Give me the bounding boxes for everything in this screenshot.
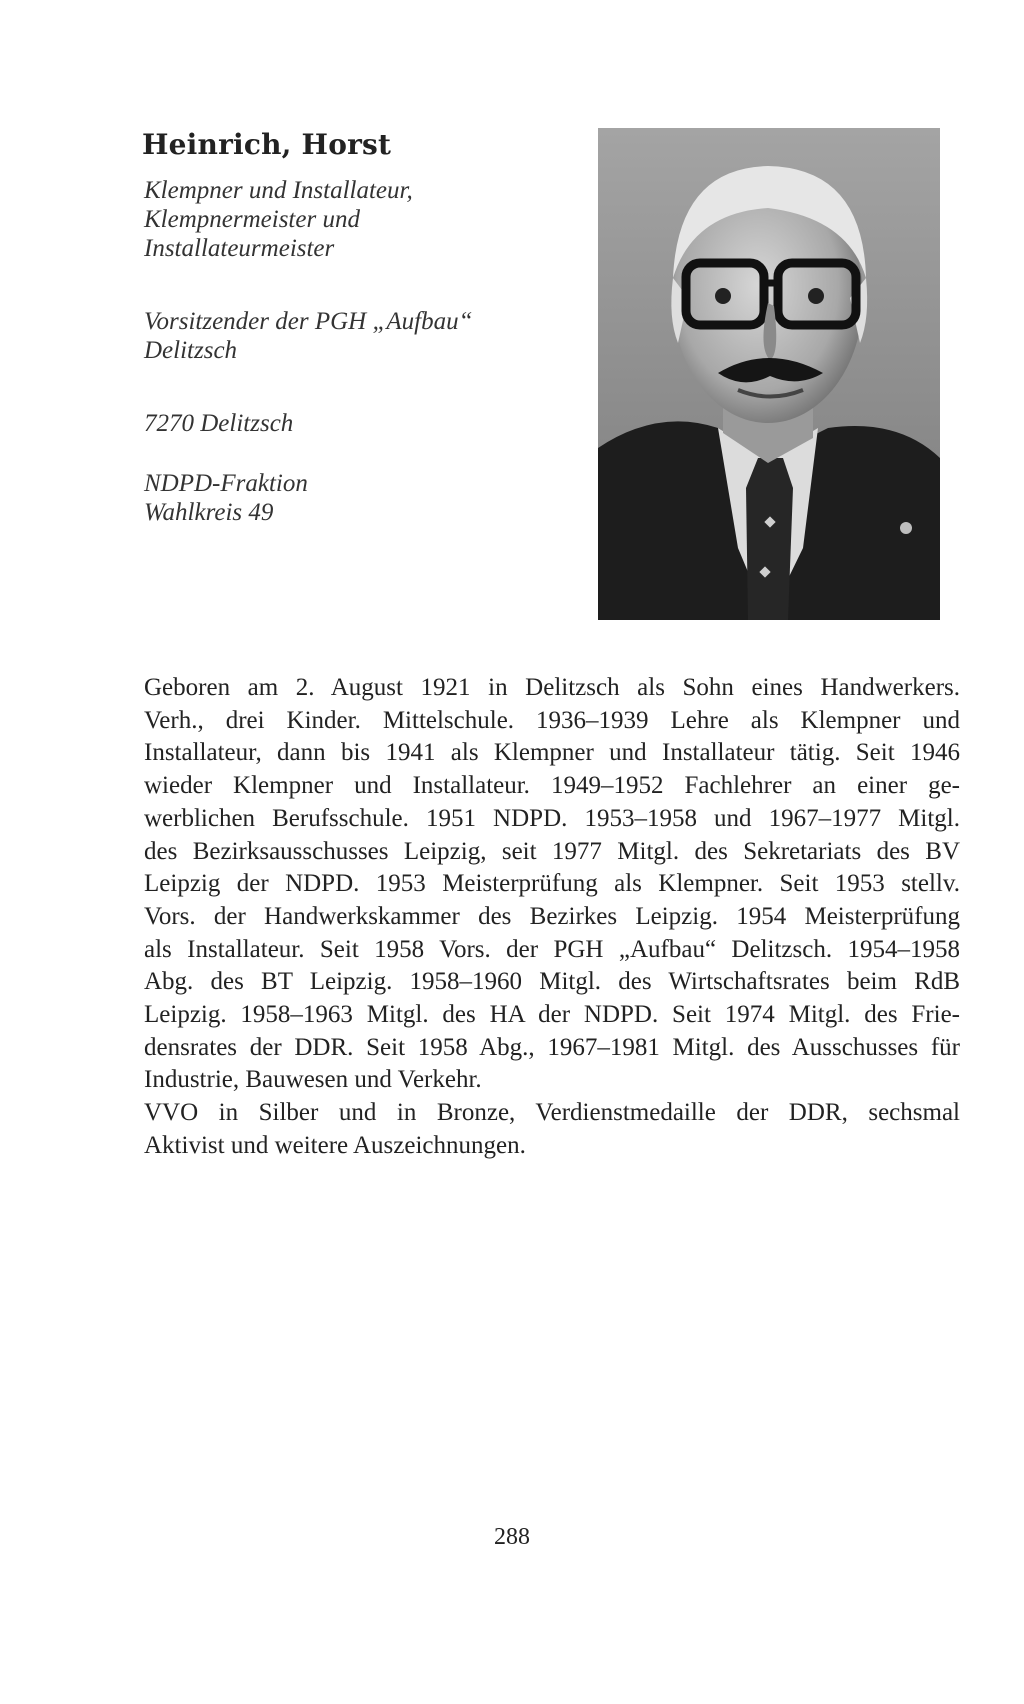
biography-line: Vors. der Handwerkskammer des Bezirkes Leipzig. 1954 Meisterprüfung [144, 902, 960, 930]
biography-line: Abg. des BT Leipzig. 1958–1960 Mitgl. des Wirtschaftsrates beim RdB [144, 968, 960, 996]
address-block [144, 409, 584, 438]
awards-line: Aktivist und weitere Auszeichnungen. [144, 1131, 526, 1159]
biography-paragraph [144, 672, 960, 1097]
entry-name: Heinrich, Horst [142, 128, 392, 161]
awards-line: VVO in Silber und in Bronze, Verdienstmedaille der DDR, sechsmal [144, 1099, 960, 1127]
biography-line: Leipzig. 1958–1963 Mitgl. des HA der NDPD. Seit 1974 Mitgl. des Frie- [144, 1001, 960, 1029]
biography-line: des Bezirksausschusses Leipzig, seit 1977 Mitgl. des Sekretariats des BV [144, 837, 960, 865]
biography-line: Geboren am 2. August 1921 in Delitzsch als Sohn eines Handwerkers. [144, 674, 960, 701]
biography-line: als Installateur. Seit 1958 Vors. der PGH „Aufbau“ Delitzsch. 1954–1958 [144, 935, 960, 963]
fraction-line: NDPD-Fraktion [144, 470, 308, 497]
awards-paragraph [144, 1097, 960, 1162]
fraction-block [144, 469, 584, 527]
position-line: Vorsitzender der PGH „Aufbau“ [144, 308, 473, 335]
biography-line: Industrie, Bauwesen und Verkehr. [144, 1066, 482, 1094]
constituency-line: Wahlkreis 49 [144, 499, 274, 526]
portrait-icon [598, 128, 940, 620]
biography-line: Installateur, dann bis 1941 als Klempner und Installateur tätig. Seit 1946 [144, 739, 960, 767]
biography-line: wieder Klempner und Installateur. 1949–1952 Fachlehrer an einer ge- [144, 772, 960, 800]
occupation-block [144, 176, 584, 263]
biography [144, 672, 960, 1163]
biography-line: werblichen Berufsschule. 1951 NDPD. 1953–1958 und 1967–1977 Mitgl. [144, 804, 960, 832]
biography-line: Leipzig der NDPD. 1953 Meisterprüfung als Klempner. Seit 1953 stellv. [144, 870, 960, 898]
page-number: 288 [494, 1524, 530, 1550]
occupation-line: Klempner und Installateur, [144, 177, 413, 204]
biography-line: Verh., drei Kinder. Mittelschule. 1936–1939 Lehre als Klempner und [144, 706, 960, 734]
occupation-line: Installateurmeister [144, 235, 335, 262]
position-line: Delitzsch [144, 337, 238, 364]
biography-line: densrates der DDR. Seit 1958 Abg., 1967–1981 Mitgl. des Ausschusses für [144, 1033, 960, 1061]
occupation-line: Klempnermeister und [144, 206, 360, 233]
portrait-photo [598, 128, 940, 620]
position-block [144, 307, 584, 365]
address-line: 7270 Delitzsch [144, 410, 294, 437]
